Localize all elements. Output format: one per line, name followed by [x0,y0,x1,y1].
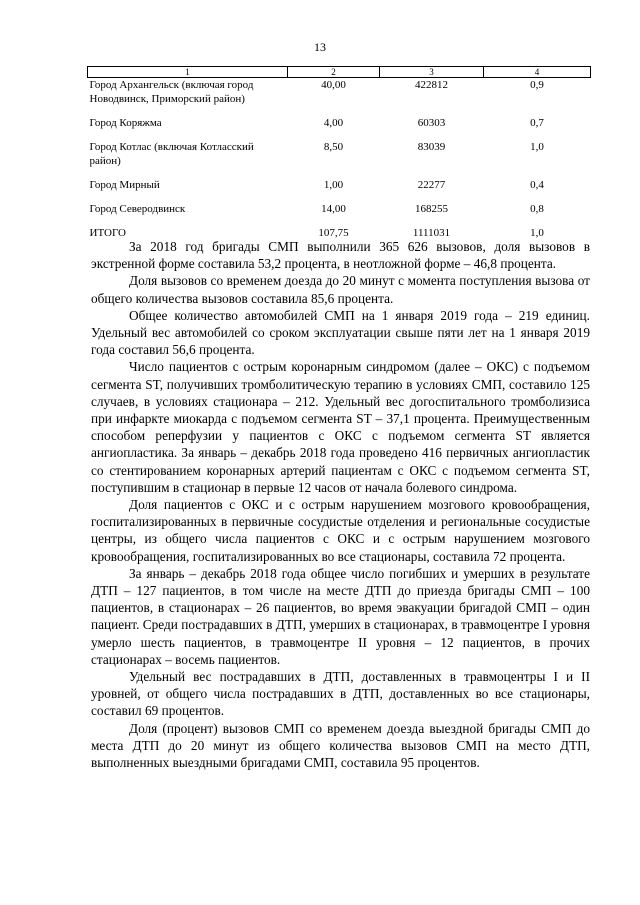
cell-col4: 1,0 [530,227,544,239]
paragraph: Доля пациентов с ОКС и с острым нарушением мозгового кровообращения, госпитализированных в первичные сосудистые отделения и региональные сосудистые центры, из общего числа пациентов с ОКС и с острым нарушением мозгового кровообращения, госпитализированных во все стационары, составила 72 процента. [91,497,590,564]
row-name: Город Котлас (включая Котласский район) [89,141,254,167]
page-number: 13 [314,40,326,54]
cell-col4: 0,4 [530,179,544,191]
cell-col3: 1111031 [412,227,451,239]
cell-col3: 22277 [417,179,446,191]
paragraph: Удельный вес пострадавших в ДТП, доставленных в травмоцентры I и II уровней, от общего числа пострадавших в ДТП, доставленных во все стационары, составил 69 процентов. [91,669,590,719]
cell-col2: 8,50 [323,141,344,153]
cell-col2: 14,00 [321,203,346,215]
cell-col4: 1,0 [530,141,544,153]
paragraph: Число пациентов с острым коронарным синдромом (далее – ОКС) с подъемом сегмента ST, получивших тромболитическую терапию в условиях СМП, составило 125 случаев, в условиях стационара – 212. Удельный вес догоспитального тромболизиса при инфаркте миокарда с подъемом сегмента ST – 37,1 процента. Преимущественным способом реперфузии у пациентов с ОКС с подъемом сегмента ST является ангиопластика. За январь – декабрь 2018 года проведено 416 первичных ангиопластик со стентированием коронарных артерий пациентам с ОКС с подъемом сегмента ST, поступившим в стационар в первые 12 часов от начала болевого синдрома. [91,359,590,495]
paragraph: Доля вызовов со временем доезда до 20 минут с момента поступления вызова от общего количества вызовов составила 85,6 процента. [91,273,590,306]
table-row [88,78,591,117]
row-name: Город Архангельск (включая город Новодвинск, Приморский район) [89,79,254,105]
table-header-row [88,67,591,78]
paragraph: Общее количество автомобилей СМП на 1 января 2019 года – 219 единиц. Удельный вес автомобилей со сроком эксплуатации свыше пяти лет на 1 января 2019 года составил 56,6 процента. [91,307,590,358]
column-header: 3 [380,67,484,78]
cell-col2: 40,00 [321,79,346,91]
paragraph: Доля (процент) вызовов СМП со временем доезда выездной бригады СМП до места ДТП до 20 минут из общего количества вызовов СМП на место ДТП, выполненных выездными бригадами СМП, составила 95 процентов. [91,720,590,771]
table-row [88,202,591,226]
cell-col4: 0,9 [530,79,544,91]
statistics-table [87,66,591,240]
row-name: Город Северодвинск [89,203,186,215]
cell-col4: 0,7 [530,117,544,129]
row-name: Город Мирный [89,179,160,191]
column-header: 1 [88,67,288,78]
paragraph: За январь – декабрь 2018 года общее число погибших и умерших в результате ДТП – 127 пациентов, в том числе на месте ДТП до приезда бригады СМП – 100 пациентов, в стационарах – 26 пациентов, во время эвакуации бригадой СМП – один пациент. Среди пострадавших в ДТП, умерших в стационарах, в травмоцентре I уровня умерло шесть пациентов, в травмоцентре II уровня – 12 пациентов, в прочих стационарах – восемь пациентов. [91,565,590,667]
paragraph: За 2018 год бригады СМП выполнили 365 626 вызовов, доля вызовов в экстренной форме составила 53,2 процента, в неотложной форме – 46,8 процента. [91,239,590,272]
cell-col2: 4,00 [323,117,344,129]
cell-col3: 60303 [417,117,446,129]
column-header: 4 [484,67,591,78]
column-header: 2 [288,67,380,78]
cell-col2: 1,00 [323,179,344,191]
cell-col3: 83039 [417,141,446,153]
row-name: Город Коряжма [89,117,162,129]
cell-col2: 107,75 [318,227,349,239]
table-row [88,178,591,202]
row-name: ИТОГО [89,227,126,239]
cell-col3: 168255 [415,203,448,215]
table-row [88,116,591,140]
cell-col3: 422812 [415,79,448,91]
body-text [91,238,590,771]
table-row [88,140,591,178]
cell-col4: 0,8 [530,203,544,215]
